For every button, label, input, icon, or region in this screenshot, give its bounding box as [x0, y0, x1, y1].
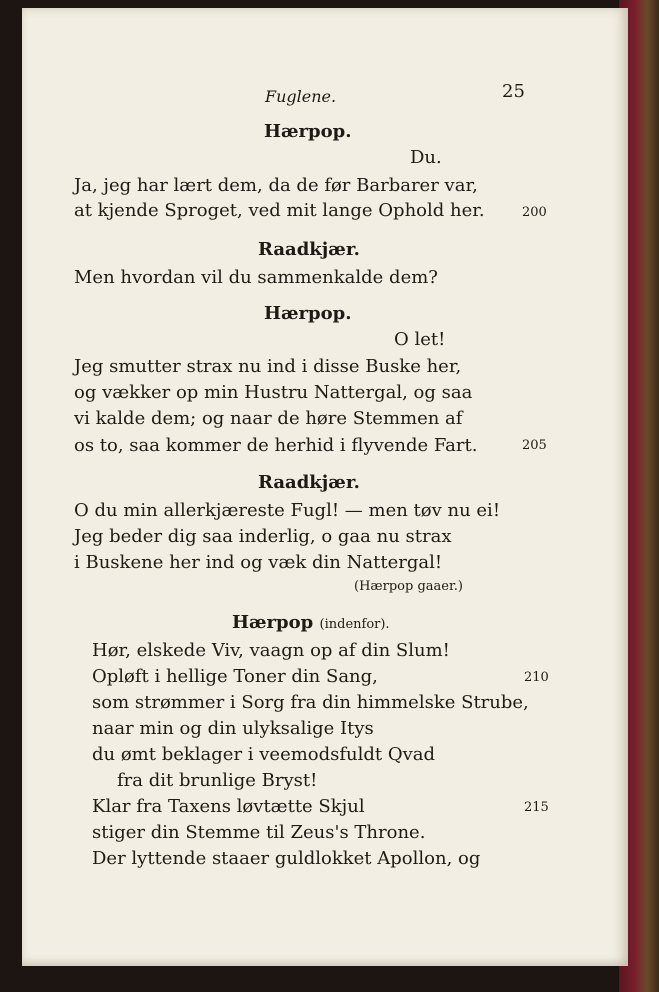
line-number: 210 [524, 670, 549, 685]
book-page [22, 8, 628, 966]
page-number: 25 [502, 81, 525, 102]
speaker-direction: (indenfor). [319, 617, 390, 632]
line-number: 200 [522, 205, 547, 220]
verse-line: Ja, jeg har lært dem, da de før Barbarer var, [74, 175, 478, 196]
verse-line: som strømmer i Sorg fra din himmelske Strube, [92, 692, 529, 713]
verse-line: at kjende Sproget, ved mit lange Ophold her. [74, 200, 485, 221]
stage-direction: (Hærpop gaaer.) [354, 579, 463, 594]
verse-line: Opløft i hellige Toner din Sang, [92, 666, 378, 687]
speaker-name: Hærpop [232, 612, 314, 633]
verse-line: og vækker op min Hustru Nattergal, og saa [74, 382, 473, 403]
verse-line: i Buskene her ind og væk din Nattergal! [74, 552, 443, 573]
verse-line: Der lyttende staaer guldlokket Apollon, og [92, 848, 481, 869]
verse-line: du ømt beklager i veemodsfuldt Qvad [92, 744, 436, 765]
verse-line: fra dit brunlige Bryst! [117, 770, 318, 791]
verse-line: Klar fra Taxens løvtætte Skjul [92, 796, 365, 817]
verse-line: stiger din Stemme til Zeus's Throne. [92, 822, 426, 843]
verse-line: Jeg smutter strax nu ind i disse Buske her, [74, 356, 462, 377]
verse-line: naar min og din ulyksalige Itys [92, 718, 374, 739]
verse-line: Hør, elskede Viv, vaagn op af din Slum! [92, 640, 450, 661]
speaker-heading: Hærpop. [264, 121, 352, 142]
speaker-heading [232, 612, 390, 636]
running-title: Fuglene. [265, 87, 337, 106]
verse-line: O let! [394, 329, 446, 350]
verse-line: Men hvordan vil du sammenkalde dem? [74, 267, 438, 288]
verse-line: vi kalde dem; og naar de høre Stemmen af [74, 408, 463, 429]
speaker-heading: Raadkjær. [258, 472, 360, 493]
line-number: 205 [522, 438, 547, 453]
speaker-heading: Hærpop. [264, 303, 352, 324]
verse-line: Jeg beder dig saa inderlig, o gaa nu strax [74, 526, 452, 547]
verse-line: Du. [410, 147, 442, 168]
line-number: 215 [524, 800, 549, 815]
verse-line: os to, saa kommer de herhid i flyvende Fart. [74, 435, 478, 456]
speaker-heading: Raadkjær. [258, 239, 360, 260]
verse-line: O du min allerkjæreste Fugl! — men tøv nu ei! [74, 500, 501, 521]
